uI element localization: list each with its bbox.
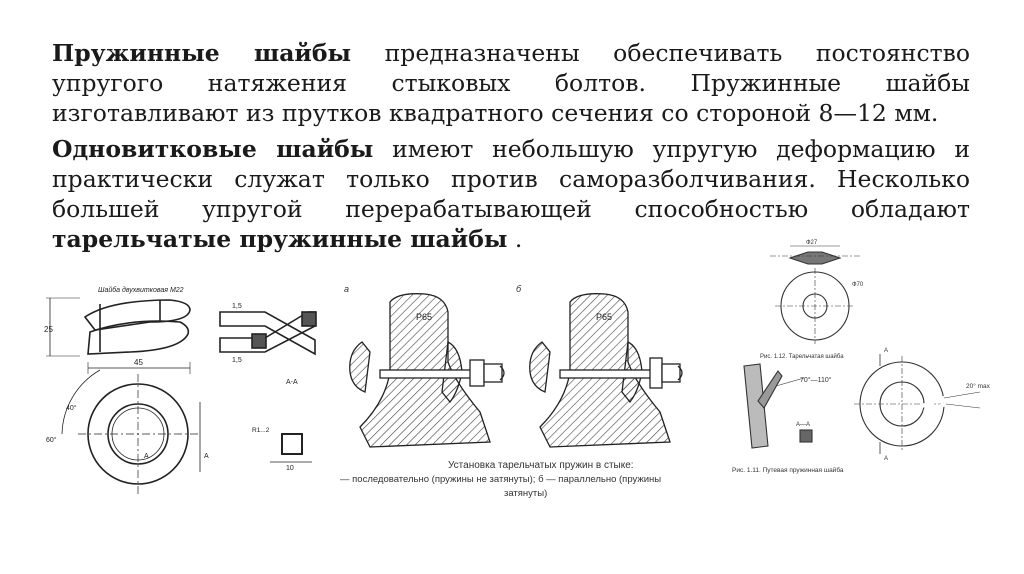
caption-line-3: затянуты) — [504, 488, 548, 499]
dim-45: 45 — [134, 358, 143, 367]
dim-25: 25 — [44, 325, 53, 334]
paragraph-2-end: . — [507, 225, 523, 253]
text-block — [52, 38, 970, 260]
paragraph-2-text: имеют небольшую упругую деформацию и практически служат только против саморазболчивания. Несколько большей упругой перерабатывающей способностью обладают — [52, 135, 970, 223]
dim-10: 10 — [286, 465, 294, 472]
label-a: а — [344, 284, 350, 294]
dim-diameter: Ф70 — [852, 282, 864, 288]
dim-1-5-bottom: 1,5 — [232, 357, 242, 364]
figure-double-coil-washer — [40, 282, 340, 502]
term-disc-washers: тарельчатые пружинные шайбы — [52, 225, 508, 253]
mark-a-1: А — [144, 453, 149, 460]
caption-line-2: — последовательно (пружины не затянуты); б — параллельно (пружины — [340, 474, 662, 485]
figure-rail-joint — [340, 282, 710, 512]
label-b: б — [516, 284, 522, 294]
angle-max: 20° max — [966, 383, 990, 390]
angle-60: 60° — [46, 437, 57, 444]
rail-label-a: Р65 — [416, 312, 433, 322]
mark-a-2: А — [204, 453, 209, 460]
dim-top: Ф27 — [806, 240, 818, 246]
mark-a-top: А — [884, 348, 889, 354]
radius-label: R1...2 — [252, 427, 270, 434]
caption-fig-1-12: Рис. 1.12. Тарельчатая шайба — [760, 354, 844, 360]
angle-range: 70°—110° — [800, 377, 832, 384]
section-label-a-a: А-А — [286, 379, 298, 386]
fig-left-title: Шайба двухвитковая М22 — [98, 287, 184, 294]
rail-label-b: Р65 — [596, 312, 613, 322]
section-label-right: А—А — [796, 422, 811, 428]
caption-line-1: Установка тарельчатых пружин в стыке: — [448, 460, 634, 471]
figure-disc-washer — [730, 236, 1014, 486]
term-spring-washers: Пружинные шайбы — [52, 39, 352, 67]
paragraph-spring-washers — [52, 38, 970, 128]
angle-40: 40° — [66, 405, 77, 412]
term-single-coil: Одновитковые шайбы — [52, 135, 374, 163]
mark-a-bottom: А — [884, 456, 889, 462]
dim-1-5-top: 1,5 — [232, 303, 242, 310]
caption-fig-1-11: Рис. 1.11. Путевая пружинная шайба — [732, 467, 844, 474]
paragraph-1-text: предназначены обеспечивать постоянство упругого натяжения стыковых болтов. Пружинные шайбы изготавливают из прутков квадратного сечения со стороной 8—12 мм. — [52, 39, 971, 127]
